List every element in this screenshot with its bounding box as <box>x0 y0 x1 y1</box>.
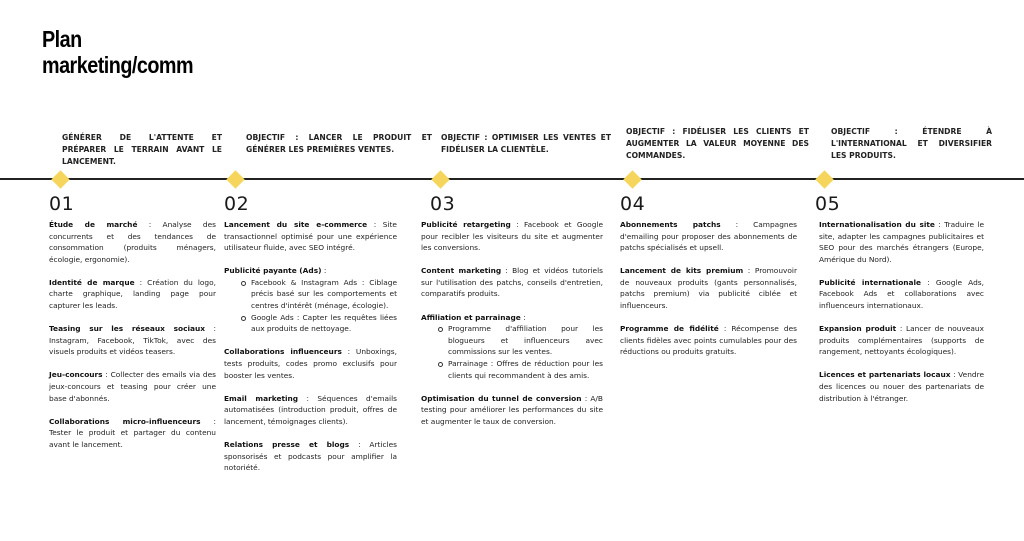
bullet-list <box>421 323 603 381</box>
item-text: : Facebook et Google pour recibler les visiteurs du site et augmenter les conversions. <box>421 220 603 253</box>
item-heading: Optimisation du tunnel de conversion <box>421 393 582 403</box>
item-text: : Vendre des licences ou nouer des partenariats de distribution à l'étranger. <box>819 370 984 403</box>
phase-items <box>224 219 397 485</box>
phase-objective: OBJECTIF : OPTIMISER LES VENTES ET FIDÉLISER LA CLIENTÈLE. <box>441 133 611 154</box>
bullet-list <box>224 277 397 335</box>
milestone-diamond-icon <box>431 170 449 188</box>
item-heading: Publicité retargeting <box>421 220 511 229</box>
bullet-item: Google Ads : Capter les requêtes liées aux produits de nettoyage. <box>241 312 397 335</box>
item-heading: Lancement de kits premium <box>620 266 744 276</box>
item-heading: Internationalisation du site <box>819 220 935 229</box>
list-item <box>620 323 797 358</box>
list-item <box>49 323 216 358</box>
list-item <box>224 439 397 474</box>
list-item <box>421 312 603 382</box>
phase-number: 04 <box>620 193 646 215</box>
milestone-diamond-icon <box>623 170 641 188</box>
timeline-line <box>0 178 1024 180</box>
phase-items <box>421 219 603 439</box>
item-text: : Articles sponsorisés et podcasts pour amplifier la notoriété. <box>224 439 397 473</box>
item-heading: Relations presse et blogs <box>224 439 350 449</box>
item-heading: Jeu-concours <box>49 370 103 380</box>
bullet-item: Parrainage : Offres de réduction pour les clients qui recommandent à des amis. <box>438 358 603 381</box>
item-text: : Récompense des clients fidèles avec points cumulables pour des réductions ou produits gratuits. <box>620 324 797 357</box>
list-item <box>49 277 216 312</box>
phase-number: 03 <box>430 193 456 215</box>
item-text: : Lancer de nouveaux produits complémentaires (supports de rangement, nettoyants écologiques). <box>819 324 984 357</box>
phase-number: 02 <box>224 193 250 215</box>
list-item <box>819 369 984 404</box>
bullet-item: Programme d'affiliation pour les blogueurs et influenceurs avec commissions sur les ventes. <box>438 323 603 358</box>
list-item <box>49 369 216 404</box>
item-heading: Collaborations influenceurs <box>224 347 342 357</box>
phase-items <box>49 219 216 462</box>
list-item <box>620 265 797 311</box>
page-title-line-2: marketing/comm <box>42 52 194 78</box>
list-item <box>224 219 397 254</box>
item-heading: Content marketing <box>421 266 502 276</box>
item-text: : Traduire le site, adapter les campagnes publicitaires et SEO pour des marchés étrangers (Europe, Amérique du Nord). <box>819 220 984 264</box>
item-heading: Collaborations micro-influenceurs <box>49 416 201 426</box>
item-text: : Création du logo, charte graphique, landing page pour capturer les leads. <box>49 277 216 311</box>
item-text: : <box>520 312 526 322</box>
phase-items <box>620 219 797 369</box>
phase-objective: OBJECTIF : ÉTENDRE À L'INTERNATIONAL ET DIVERSIFIER LES PRODUITS. <box>831 127 992 160</box>
list-item <box>421 393 603 428</box>
item-text: : Instagram, Facebook, TikTok, avec des visuels produits et vidéos teasers. <box>49 324 217 357</box>
page-title <box>42 26 193 78</box>
item-heading: Teasing sur les réseaux sociaux <box>49 324 206 334</box>
phase-number: 05 <box>815 193 841 215</box>
list-item <box>819 323 984 358</box>
item-text: : Analyse des concurrents et des tendances de consommation (produits ménagers, écologie, ergonomie). <box>49 220 216 264</box>
list-item <box>819 277 984 312</box>
item-text: : Séquences d'emails automatisées (introduction produit, offres de lancement, témoignages clients). <box>224 393 397 426</box>
item-heading: Email marketing <box>224 393 299 403</box>
list-item <box>49 416 216 451</box>
item-text: : Site transactionnel optimisé pour une expérience utilisateur fluide, avec SEO intégré. <box>224 220 397 253</box>
item-text: : Google Ads, Facebook Ads et collaborations avec influenceurs internationaux. <box>819 277 984 311</box>
bullet-item: Facebook & Instagram Ads : Ciblage précis basé sur les comportements et centres d'intérêt (ménage, écologie). <box>241 277 397 312</box>
list-item <box>49 219 216 265</box>
item-heading: Lancement du site e-commerce <box>224 220 368 229</box>
list-item <box>819 219 984 265</box>
page-title-line-1: Plan <box>42 26 82 52</box>
item-heading: Affiliation et parrainage <box>421 312 521 322</box>
item-heading: Abonnements patchs <box>620 220 721 229</box>
list-item <box>421 265 603 300</box>
list-item <box>620 219 797 254</box>
list-item <box>421 219 603 254</box>
milestone-diamond-icon <box>226 170 244 188</box>
item-text: : Promouvoir de nouveaux produits (gants personnalisés, patchs premium) via publicité ciblée et influenceurs. <box>620 266 798 311</box>
item-text: : A/B testing pour améliorer les performances du site et augmenter le taux de conversion. <box>421 393 603 426</box>
item-text: : Unboxings, tests produits, codes promo exclusifs pour booster les ventes. <box>224 347 397 380</box>
phase-number: 01 <box>49 193 75 215</box>
item-text: : <box>321 266 327 276</box>
item-heading: Licences et partenariats locaux <box>819 370 951 380</box>
item-heading: Publicité payante (Ads) <box>224 266 322 276</box>
milestone-diamond-icon <box>51 170 69 188</box>
phase-items <box>819 219 984 416</box>
item-heading: Identité de marque <box>49 277 135 287</box>
phase-objective: OBJECTIF : LANCER LE PRODUIT ET GÉNÉRER LES PREMIÈRES VENTES. <box>246 133 432 154</box>
item-text: : Collecter des emails via des jeux-concours et teasing pour créer une base d'abonnés. <box>49 370 216 403</box>
item-heading: Étude de marché <box>49 220 138 229</box>
list-item <box>224 346 397 381</box>
item-text: : Tester le produit et partager du contenu avant le lancement. <box>49 416 216 449</box>
item-text: : Campagnes d'emailing pour proposer des abonnements de patchs spécialisés et upsell. <box>620 220 797 253</box>
milestone-diamond-icon <box>815 170 833 188</box>
list-item <box>224 393 397 428</box>
phase-objective: OBJECTIF : FIDÉLISER LES CLIENTS ET AUGMENTER LA VALEUR MOYENNE DES COMMANDES. <box>626 127 809 160</box>
item-text: : Blog et vidéos tutoriels sur l'utilisation des patchs, conseils d'entretien, comparatifs produits. <box>421 266 603 299</box>
item-heading: Publicité internationale <box>819 277 922 287</box>
item-heading: Expansion produit <box>819 324 897 334</box>
list-item <box>224 265 397 335</box>
item-heading: Programme de fidélité <box>620 324 719 334</box>
phase-objective: GÉNÉRER DE L'ATTENTE ET PRÉPARER LE TERRAIN AVANT LE LANCEMENT. <box>62 133 222 166</box>
